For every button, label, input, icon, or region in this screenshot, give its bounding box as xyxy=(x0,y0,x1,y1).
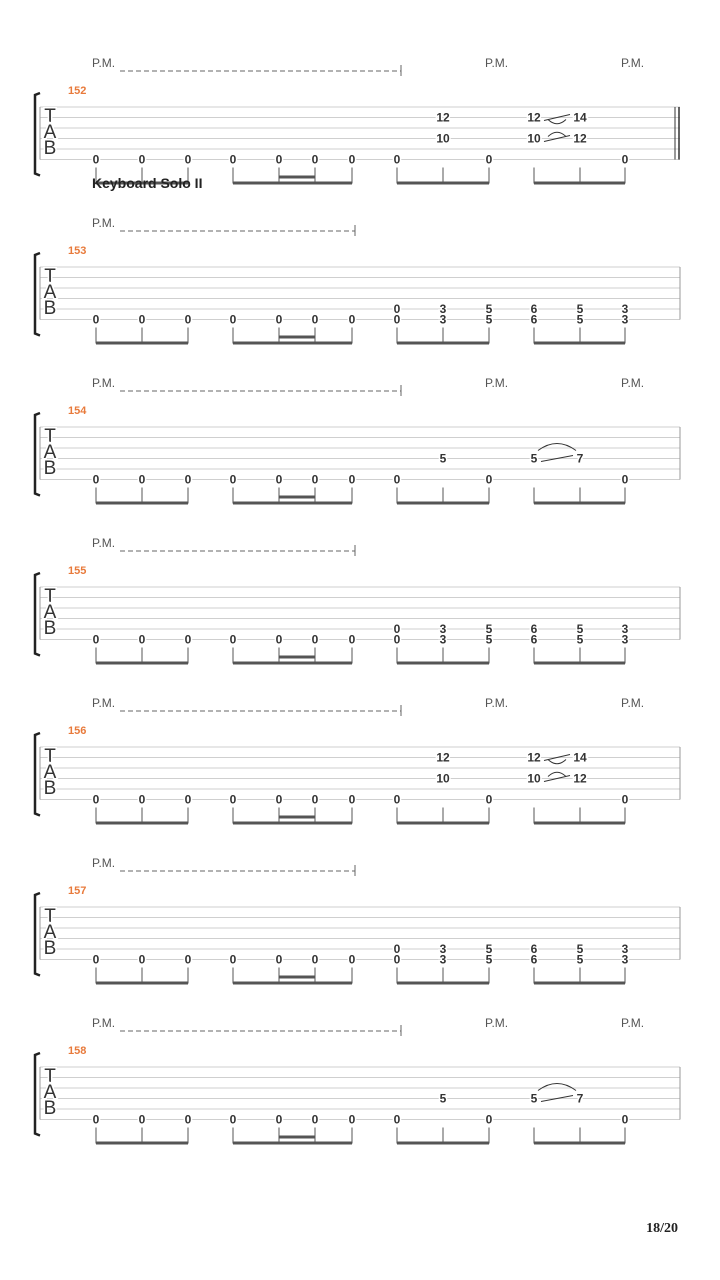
secondary-beam xyxy=(279,1136,315,1139)
beam xyxy=(534,502,625,505)
secondary-beam xyxy=(279,816,315,819)
palm-mute-label: P.M. xyxy=(92,856,116,870)
fret-number: 5 xyxy=(439,451,447,466)
tab-clef-letter: A xyxy=(43,282,57,303)
fret-number: 0 xyxy=(275,632,283,647)
fret-number: 5 xyxy=(485,952,493,967)
tab-clef-letter: T xyxy=(44,586,56,607)
fret-number: 0 xyxy=(393,312,401,327)
tab-clef-letter: B xyxy=(43,618,57,639)
palm-mute-label: P.M. xyxy=(92,376,116,390)
tab-clef-letter: B xyxy=(43,138,57,159)
beam xyxy=(534,1142,625,1145)
palm-mute-label: P.M. xyxy=(621,56,645,70)
fret-number: 3 xyxy=(439,952,447,967)
fret-number: 0 xyxy=(229,472,237,487)
fret-number: 3 xyxy=(621,632,629,647)
fret-number: 0 xyxy=(311,792,319,807)
fret-number: 3 xyxy=(439,622,447,636)
tab-clef-letter: A xyxy=(43,122,57,143)
fret-number: 0 xyxy=(275,312,283,327)
tab-clef-letter: T xyxy=(44,746,56,767)
fret-number: 0 xyxy=(275,1112,283,1127)
palm-mute-label: P.M. xyxy=(621,696,645,710)
section-title: Keyboard Solo II xyxy=(92,175,203,191)
fret-number: 12 xyxy=(527,110,541,125)
system-bracket xyxy=(35,413,40,496)
fret-number: 0 xyxy=(348,632,356,647)
tab-clef-letter: B xyxy=(43,938,57,959)
fret-number: 0 xyxy=(621,152,629,167)
secondary-beam xyxy=(279,496,315,499)
fret-number: 0 xyxy=(393,622,401,636)
tab-clef-letter: B xyxy=(43,458,57,479)
beam xyxy=(534,662,625,665)
fret-number: 0 xyxy=(184,632,192,647)
fret-number: 0 xyxy=(393,1112,401,1127)
fret-number: 0 xyxy=(393,632,401,647)
fret-number: 5 xyxy=(530,1091,538,1106)
fret-number: 3 xyxy=(621,302,629,316)
tab-clef-letter: A xyxy=(43,1082,57,1103)
fret-number: 0 xyxy=(393,942,401,956)
fret-number: 0 xyxy=(621,472,629,487)
fret-number: 0 xyxy=(229,792,237,807)
fret-number: 0 xyxy=(393,792,401,807)
tab-clef-letter: A xyxy=(43,922,57,943)
fret-number: 0 xyxy=(485,792,493,807)
fret-number: 0 xyxy=(348,792,356,807)
fret-number: 10 xyxy=(436,131,450,146)
fret-number: 0 xyxy=(348,152,356,167)
fret-number: 5 xyxy=(485,942,493,956)
fret-number: 0 xyxy=(485,472,493,487)
fret-number: 0 xyxy=(92,312,100,327)
fret-number: 0 xyxy=(311,472,319,487)
fret-number: 0 xyxy=(138,472,146,487)
fret-number: 0 xyxy=(348,1112,356,1127)
fret-number: 0 xyxy=(485,1112,493,1127)
fret-number: 3 xyxy=(621,942,629,956)
fret-number: 0 xyxy=(138,632,146,647)
tie-arc xyxy=(548,772,566,776)
beam xyxy=(233,982,352,985)
fret-number: 5 xyxy=(485,312,493,327)
palm-mute-label: P.M. xyxy=(92,536,116,550)
measure-number: 154 xyxy=(68,405,87,417)
beam xyxy=(397,502,489,505)
fret-number: 5 xyxy=(485,302,493,316)
fret-number: 0 xyxy=(138,952,146,967)
beam xyxy=(534,342,625,345)
beam xyxy=(534,982,625,985)
beam xyxy=(233,662,352,665)
secondary-beam xyxy=(279,336,315,339)
secondary-beam xyxy=(279,656,315,659)
tie-arc xyxy=(548,120,566,124)
tab-clef-letter: T xyxy=(44,426,56,447)
fret-number: 12 xyxy=(573,131,587,146)
beam xyxy=(397,982,489,985)
fret-number: 0 xyxy=(311,312,319,327)
beam xyxy=(397,182,489,185)
fret-number: 0 xyxy=(184,472,192,487)
secondary-beam xyxy=(279,976,315,979)
tab-clef-letter: T xyxy=(44,906,56,927)
fret-number: 0 xyxy=(621,1112,629,1127)
fret-number: 14 xyxy=(573,110,587,125)
fret-number: 5 xyxy=(485,632,493,647)
tie-arc xyxy=(548,760,566,764)
fret-number: 5 xyxy=(576,952,584,967)
fret-number: 3 xyxy=(439,312,447,327)
fret-number: 0 xyxy=(138,1112,146,1127)
beam xyxy=(534,182,625,185)
palm-mute-label: P.M. xyxy=(485,696,509,710)
fret-number: 0 xyxy=(311,952,319,967)
tab-clef-letter: B xyxy=(43,1098,57,1119)
fret-number: 0 xyxy=(184,152,192,167)
fret-number: 5 xyxy=(576,312,584,327)
fret-number: 0 xyxy=(92,792,100,807)
fret-number: 0 xyxy=(275,472,283,487)
beam xyxy=(534,822,625,825)
beam xyxy=(397,822,489,825)
fret-number: 0 xyxy=(311,632,319,647)
slur-arc xyxy=(538,1084,576,1091)
fret-number: 0 xyxy=(92,1112,100,1127)
beam xyxy=(96,982,188,985)
fret-number: 0 xyxy=(184,1112,192,1127)
tab-clef-letter: A xyxy=(43,602,57,623)
fret-number: 10 xyxy=(527,771,541,786)
fret-number: 0 xyxy=(184,952,192,967)
palm-mute-label: P.M. xyxy=(92,216,116,230)
fret-number: 14 xyxy=(573,750,587,765)
fret-number: 6 xyxy=(530,302,538,316)
fret-number: 5 xyxy=(439,1091,447,1106)
fret-number: 0 xyxy=(348,952,356,967)
fret-number: 3 xyxy=(621,312,629,327)
fret-number: 6 xyxy=(530,622,538,636)
fret-number: 0 xyxy=(311,1112,319,1127)
beam xyxy=(96,342,188,345)
tab-system xyxy=(35,1016,680,1145)
system-bracket xyxy=(35,893,40,976)
tab-clef-letter: T xyxy=(44,106,56,127)
fret-number: 0 xyxy=(485,152,493,167)
tab-clef-letter: B xyxy=(43,298,57,319)
fret-number: 0 xyxy=(184,312,192,327)
fret-number: 12 xyxy=(527,750,541,765)
fret-number: 0 xyxy=(393,952,401,967)
tab-system xyxy=(35,536,680,665)
fret-number: 0 xyxy=(621,792,629,807)
tab-system xyxy=(35,175,680,345)
beam xyxy=(233,182,352,185)
beam xyxy=(397,342,489,345)
beam xyxy=(397,662,489,665)
fret-number: 3 xyxy=(439,942,447,956)
palm-mute-label: P.M. xyxy=(485,56,509,70)
fret-number: 0 xyxy=(275,792,283,807)
palm-mute-label: P.M. xyxy=(621,1016,645,1030)
measure-number: 156 xyxy=(68,725,87,737)
beam xyxy=(96,502,188,505)
beam xyxy=(233,502,352,505)
beam xyxy=(397,1142,489,1145)
beam xyxy=(96,662,188,665)
tab-system xyxy=(35,56,680,185)
beam xyxy=(233,1142,352,1145)
measure-number: 155 xyxy=(68,565,87,577)
fret-number: 3 xyxy=(621,952,629,967)
fret-number: 7 xyxy=(576,1091,584,1106)
palm-mute-label: P.M. xyxy=(92,696,116,710)
fret-number: 3 xyxy=(439,632,447,647)
fret-number: 0 xyxy=(393,152,401,167)
palm-mute-label: P.M. xyxy=(92,1016,116,1030)
fret-number: 5 xyxy=(576,942,584,956)
fret-number: 0 xyxy=(229,1112,237,1127)
tab-clef-letter: T xyxy=(44,1066,56,1087)
measure-number: 158 xyxy=(68,1045,87,1057)
fret-number: 0 xyxy=(229,952,237,967)
fret-number: 0 xyxy=(275,152,283,167)
fret-number: 6 xyxy=(530,312,538,327)
palm-mute-label: P.M. xyxy=(621,376,645,390)
fret-number: 12 xyxy=(436,110,450,125)
tab-clef-letter: A xyxy=(43,762,57,783)
measure-number: 153 xyxy=(68,245,87,257)
fret-number: 0 xyxy=(229,152,237,167)
measure-number: 157 xyxy=(68,885,87,897)
fret-number: 10 xyxy=(436,771,450,786)
beam xyxy=(233,822,352,825)
system-bracket xyxy=(35,733,40,816)
fret-number: 10 xyxy=(527,131,541,146)
fret-number: 5 xyxy=(530,451,538,466)
beam xyxy=(96,822,188,825)
tab-system xyxy=(35,376,680,505)
tab-system xyxy=(35,696,680,825)
fret-number: 0 xyxy=(311,152,319,167)
fret-number: 7 xyxy=(576,451,584,466)
fret-number: 5 xyxy=(576,302,584,316)
beam xyxy=(96,1142,188,1145)
tab-clef-letter: B xyxy=(43,778,57,799)
fret-number: 5 xyxy=(576,622,584,636)
secondary-beam xyxy=(279,176,315,179)
fret-number: 0 xyxy=(184,792,192,807)
fret-number: 0 xyxy=(138,792,146,807)
fret-number: 12 xyxy=(573,771,587,786)
fret-number: 0 xyxy=(138,312,146,327)
tab-system xyxy=(35,856,680,985)
fret-number: 0 xyxy=(229,312,237,327)
palm-mute-label: P.M. xyxy=(92,56,116,70)
measure-number: 152 xyxy=(68,85,87,97)
fret-number: 0 xyxy=(92,632,100,647)
fret-number: 0 xyxy=(275,952,283,967)
fret-number: 0 xyxy=(348,312,356,327)
tab-clef-letter: T xyxy=(44,266,56,287)
system-bracket xyxy=(35,573,40,656)
fret-number: 0 xyxy=(92,472,100,487)
fret-number: 3 xyxy=(621,622,629,636)
palm-mute-label: P.M. xyxy=(485,1016,509,1030)
fret-number: 0 xyxy=(348,472,356,487)
fret-number: 0 xyxy=(393,302,401,316)
fret-number: 0 xyxy=(229,632,237,647)
system-bracket xyxy=(35,1053,40,1136)
fret-number: 12 xyxy=(436,750,450,765)
fret-number: 5 xyxy=(576,632,584,647)
page-number: 18/20 xyxy=(646,1221,678,1236)
fret-number: 0 xyxy=(393,472,401,487)
beam xyxy=(233,342,352,345)
fret-number: 0 xyxy=(92,152,100,167)
fret-number: 3 xyxy=(439,302,447,316)
fret-number: 6 xyxy=(530,952,538,967)
fret-number: 0 xyxy=(92,952,100,967)
fret-number: 6 xyxy=(530,942,538,956)
fret-number: 5 xyxy=(485,622,493,636)
system-bracket xyxy=(35,253,40,336)
tie-arc xyxy=(548,132,566,136)
fret-number: 0 xyxy=(138,152,146,167)
system-bracket xyxy=(35,93,40,176)
tab-clef-letter: A xyxy=(43,442,57,463)
slur-arc xyxy=(538,444,576,451)
fret-number: 6 xyxy=(530,632,538,647)
palm-mute-label: P.M. xyxy=(485,376,509,390)
